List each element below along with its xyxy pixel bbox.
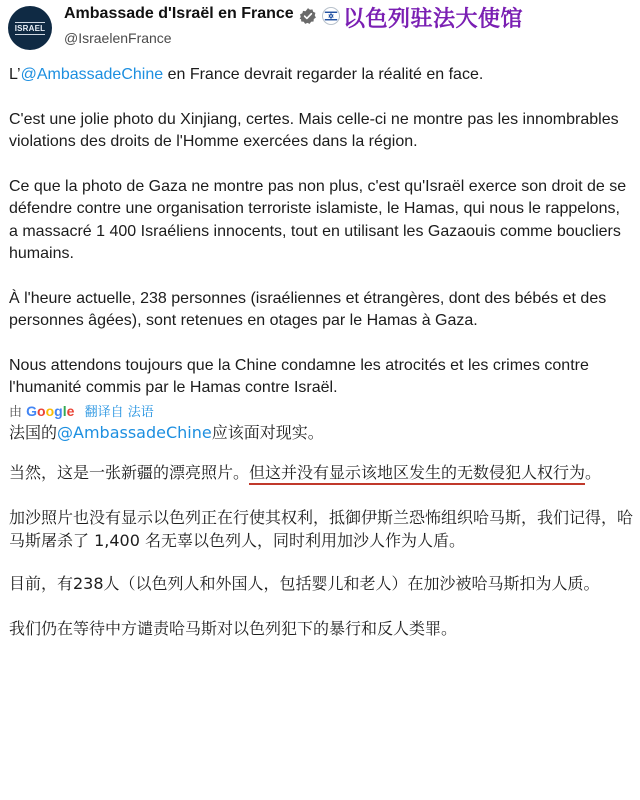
google-letter: o bbox=[45, 402, 55, 419]
translated-from-link[interactable]: 翻译自 法语 bbox=[84, 404, 154, 420]
avatar[interactable] bbox=[8, 6, 52, 50]
user-handle[interactable]: @IsraelenFrance bbox=[64, 30, 172, 46]
google-letter: l bbox=[62, 402, 67, 419]
chinese-caption: 以色列驻法大使馆 bbox=[343, 7, 524, 32]
paragraph-3: Ce que la photo de Gaza ne montre pas non plus, c'est qu'Israël exerce son droit de se défendre contre une organisation terroriste islamiste, le Hamas, qui nous le rappelons, a massacré 1 400 Israéliens innocents, tout en utilisant les Gazaouis comme boucliers humains. bbox=[9, 177, 627, 262]
google-logo bbox=[26, 403, 74, 419]
translation-paragraph-5: 我们仍在等待中方谴责哈马斯对以色列犯下的暴行和反人类罪。 bbox=[9, 618, 458, 638]
paragraph-5: Nous attendons toujours que la Chine condamne les atrocités et les crimes contre l'humanité commis par le Hamas contre Israël. bbox=[9, 356, 589, 396]
google-letter: G bbox=[26, 402, 38, 419]
paragraph-2: C'est une jolie photo du Xinjiang, certes. Mais celle-ci ne montre pas les innombrables violations des droits de l'Homme exercées dans la région. bbox=[9, 110, 619, 150]
israel-flag-emoji-icon bbox=[322, 7, 340, 25]
translation-paragraph-3: 加沙照片也没有显示以色列正在行使其权利，抵御伊斯兰恐怖组织哈马斯，我们记得，哈马斯屠杀了 1,400 名无辜以色列人，同时利用加沙人作为人盾。 bbox=[9, 507, 634, 550]
french-text bbox=[9, 64, 633, 400]
translated-by-label: 由 bbox=[9, 404, 23, 420]
paragraph-1-prefix: L’ bbox=[9, 66, 21, 83]
paragraph-4: À l'heure actuelle, 238 personnes (israéliennes et étrangères, dont des bébés et des personnes âgées), sont retenues en otages par le Hamas à Gaza. bbox=[9, 289, 607, 329]
paragraph-1-suffix: en France devrait regarder la réalité en face. bbox=[163, 66, 484, 83]
mention-link[interactable]: @AmbassadeChine bbox=[57, 422, 212, 442]
google-letter: g bbox=[54, 402, 63, 419]
google-letter: o bbox=[37, 402, 46, 419]
translation-paragraph-1 bbox=[9, 421, 633, 444]
avatar-text: ISRAEL bbox=[14, 23, 46, 33]
mention-link[interactable]: @AmbassadeChine bbox=[20, 66, 164, 83]
google-letter: e bbox=[66, 402, 75, 419]
translation-attribution bbox=[9, 401, 633, 421]
paragraph-1 bbox=[9, 64, 633, 87]
tweet-header bbox=[0, 0, 640, 58]
translation-paragraph-4: 目前，有238人（以色列人和外国人，包括婴儿和老人）在加沙被哈马斯扣为人质。 bbox=[9, 573, 600, 593]
translation-paragraph-2 bbox=[9, 461, 633, 484]
chinese-translation bbox=[9, 421, 633, 640]
verified-badge-icon bbox=[299, 7, 317, 25]
translation-2-start: 当然，这是一张新疆的漂亮照片。 bbox=[9, 462, 250, 482]
tweet-body bbox=[9, 64, 633, 640]
translation-2-end: 。 bbox=[585, 462, 602, 482]
translation-1-prefix: 法国的 bbox=[9, 422, 58, 442]
display-name[interactable]: Ambassade d'Israël en France bbox=[64, 5, 294, 22]
underlined-highlight: 但这并没有显示该地区发生的无数侵犯人权行为 bbox=[249, 463, 585, 485]
translation-1-suffix: 应该面对现实。 bbox=[211, 422, 324, 442]
